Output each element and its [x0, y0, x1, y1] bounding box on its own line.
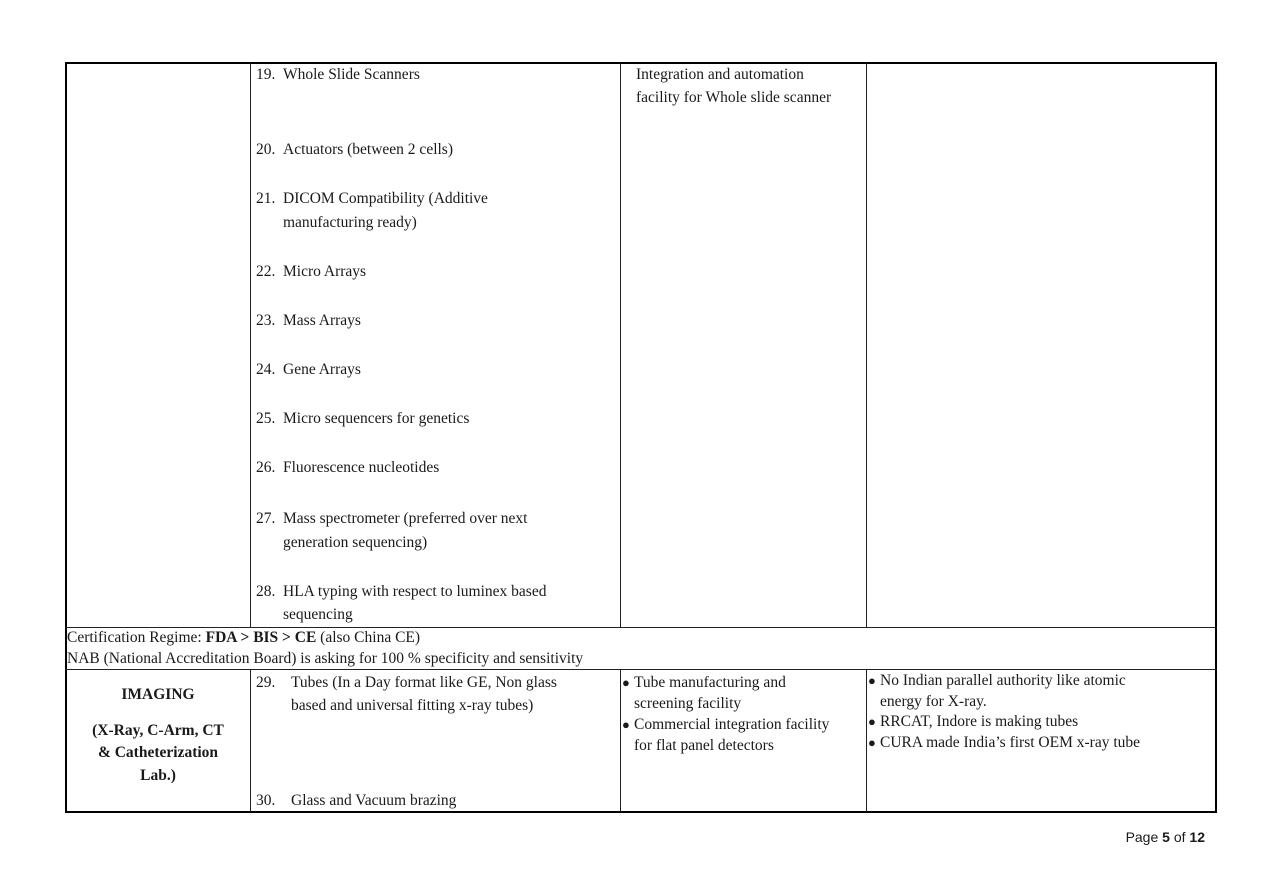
- certification-regime: Certification Regime: FDA > BIS > CE (also China CE): [67, 629, 421, 646]
- nab-note: NAB (National Accreditation Board) is asking for 100 % specificity and sensitivity: [67, 650, 584, 667]
- col-divider: [866, 63, 867, 628]
- col-divider: [620, 670, 621, 812]
- imaging-title: IMAGING: [121, 686, 195, 703]
- imaging-subtitle: & Catheterization: [97, 744, 219, 761]
- col-divider: [250, 63, 251, 628]
- col-divider: [866, 670, 867, 812]
- col-divider: [620, 63, 621, 628]
- imaging-subtitle: (X-Ray, C-Arm, CT: [92, 722, 224, 739]
- col-divider: [250, 670, 251, 812]
- page-number: Page 5 of 12: [1125, 829, 1205, 845]
- imaging-subtitle: Lab.): [140, 767, 176, 784]
